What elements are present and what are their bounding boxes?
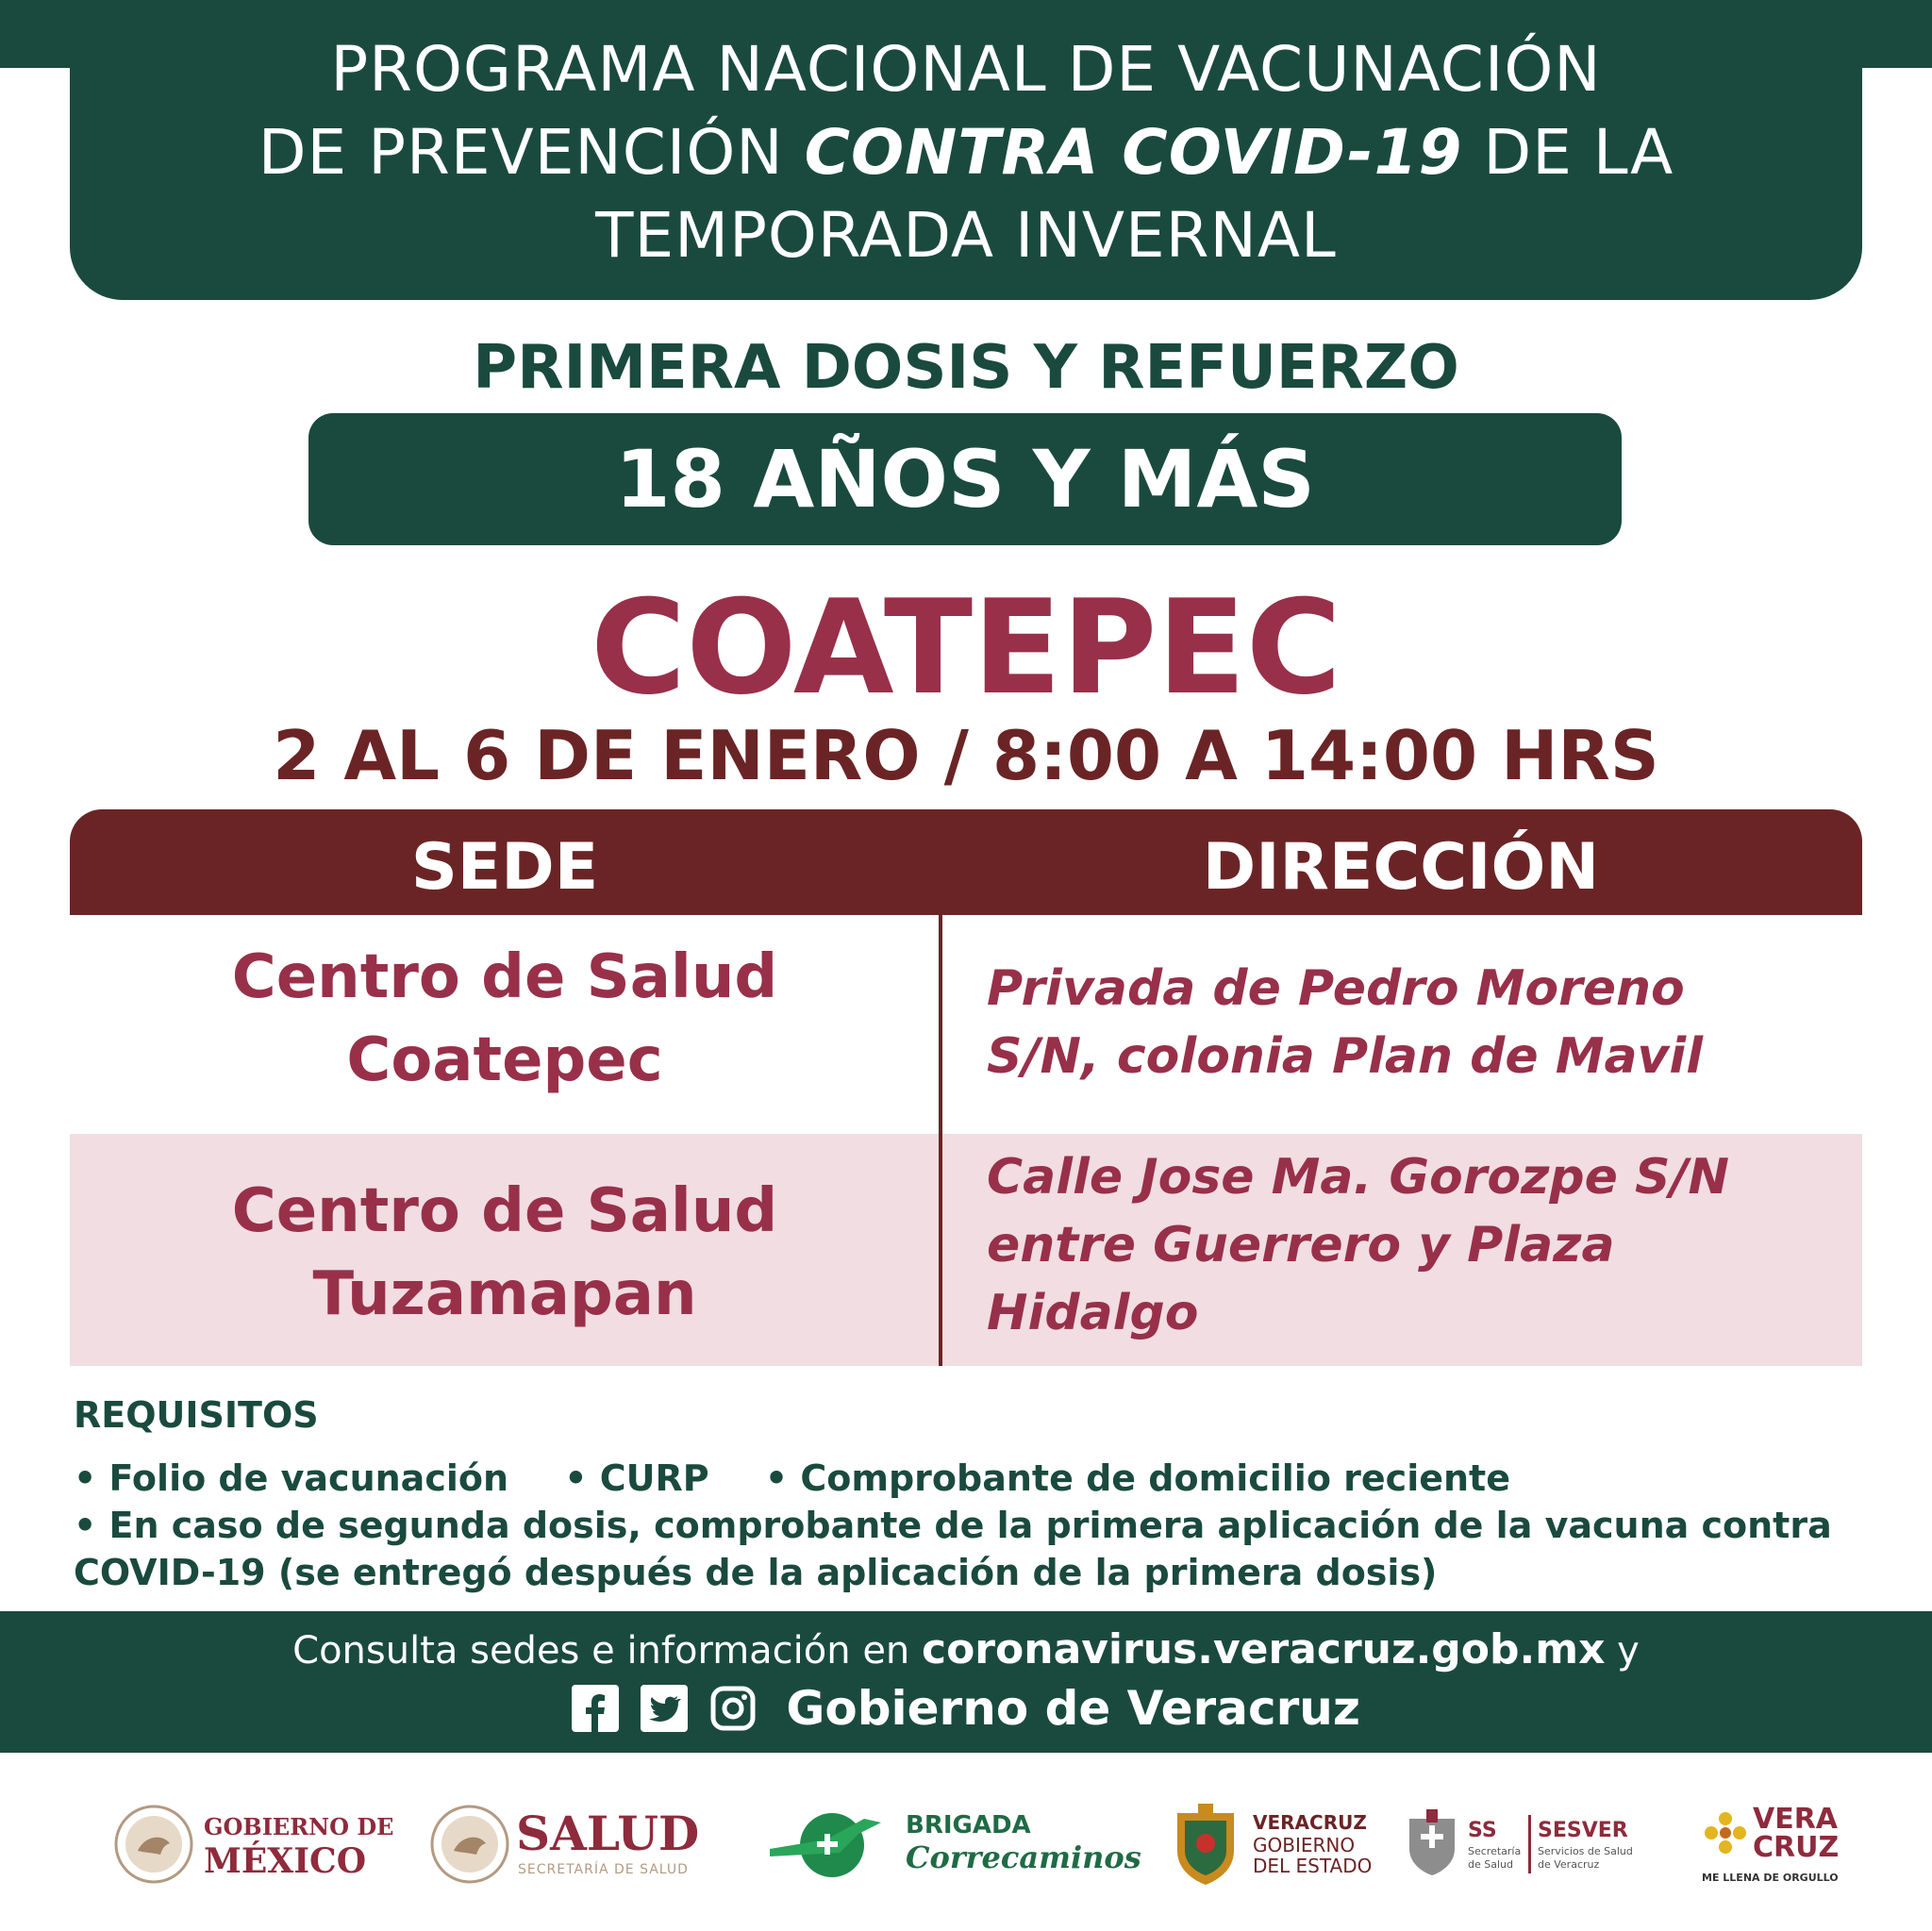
veracruz-gob-line-1: VERACRUZ bbox=[1253, 1811, 1367, 1834]
instagram-icon[interactable] bbox=[709, 1685, 757, 1732]
sesver-line-3: de Veracruz bbox=[1538, 1858, 1600, 1871]
requisitos-items bbox=[74, 1455, 1554, 1502]
salud-line-2: SECRETARÍA DE SALUD bbox=[518, 1862, 689, 1877]
city-title: COATEPEC bbox=[590, 572, 1342, 724]
table-row-2-sede bbox=[70, 1170, 940, 1336]
direccion-line: entre Guerrero y Plaza bbox=[987, 1217, 1615, 1273]
ss-sesver-divider bbox=[1528, 1815, 1531, 1873]
age-group-badge: 18 AÑOS Y MÁS bbox=[308, 413, 1622, 545]
ss-sesver-logo bbox=[1404, 1802, 1649, 1887]
header-line-2-bold: CONTRA COVID-19 bbox=[804, 116, 1463, 189]
facebook-icon[interactable] bbox=[572, 1685, 619, 1732]
gob-mexico-line-2: MÉXICO bbox=[204, 1841, 367, 1881]
veracruz-gob-line-2: GOBIERNO bbox=[1253, 1834, 1356, 1856]
gob-mexico-line-1: GOBIERNO DE bbox=[204, 1813, 394, 1840]
correcaminos-icon bbox=[764, 1804, 887, 1885]
header-line-3: TEMPORADA INVERNAL bbox=[595, 199, 1337, 272]
escudo-veracruz-icon bbox=[1170, 1802, 1241, 1887]
requisitos-title: REQUISITOS bbox=[74, 1394, 319, 1436]
sede-line: Coatepec bbox=[346, 1025, 663, 1095]
salud-line-1: SALUD bbox=[516, 1806, 700, 1861]
sede-line: Tuzamapan bbox=[312, 1259, 697, 1329]
ss-line-2: Secretaría bbox=[1468, 1845, 1522, 1857]
social-row bbox=[0, 1681, 1932, 1743]
table-row-1-direccion bbox=[987, 955, 1836, 1090]
secretaria-de-salud-logo bbox=[429, 1802, 712, 1887]
table-row-1-sede bbox=[70, 936, 940, 1102]
brigada-line-1: BRIGADA bbox=[906, 1811, 1031, 1839]
requisitos-note-line-1: • En caso de segunda dosis, comprobante de la primera aplicación de la vacuna contra bbox=[74, 1505, 1832, 1546]
sesver-line-2: Servicios de Salud bbox=[1538, 1845, 1633, 1857]
header-line-2-pre: DE PREVENCIÓN bbox=[258, 116, 805, 189]
direccion-line: Privada de Pedro Moreno bbox=[987, 960, 1685, 1017]
veracruz-marca-line-2: CRUZ bbox=[1753, 1831, 1840, 1864]
veracruz-gob-line-3: DEL ESTADO bbox=[1253, 1855, 1373, 1877]
twitter-icon[interactable] bbox=[641, 1685, 688, 1732]
header-line-2-post: DE LA bbox=[1462, 116, 1674, 189]
escudo-salud-icon bbox=[429, 1804, 510, 1885]
ss-line-1: SS bbox=[1468, 1819, 1497, 1842]
requisito-curp: • CURP bbox=[564, 1457, 709, 1499]
table-header bbox=[70, 809, 1862, 915]
brigada-line-2: Correcaminos bbox=[906, 1839, 1141, 1875]
consult-text bbox=[0, 1623, 1932, 1678]
direccion-line: Calle Jose Ma. Gorozpe S/N bbox=[987, 1149, 1729, 1206]
header-banner bbox=[70, 0, 1862, 300]
direccion-line: Hidalgo bbox=[987, 1285, 1199, 1341]
ss-line-3: de Salud bbox=[1468, 1858, 1513, 1871]
table-row-2-direccion bbox=[987, 1143, 1836, 1347]
veracruz-marca-line-3: ME LLENA DE ORGULLO bbox=[1702, 1872, 1839, 1884]
veracruz-marca-line-1: VERA bbox=[1753, 1803, 1839, 1836]
column-header-sede: SEDE bbox=[410, 830, 599, 905]
sede-line: Centro de Salud bbox=[231, 942, 778, 1012]
requisitos-note-line-2: COVID-19 (se entregó después de la aplicación de la primera dosis) bbox=[74, 1552, 1438, 1593]
veracruz-flower-icon bbox=[1702, 1809, 1749, 1856]
subtitle: PRIMERA DOSIS Y REFUERZO bbox=[473, 333, 1459, 403]
sesver-line-1: SESVER bbox=[1538, 1819, 1628, 1842]
ss-emblem-icon bbox=[1404, 1809, 1460, 1877]
veracruz-gobierno-logo bbox=[1170, 1802, 1373, 1887]
brigada-correcaminos-logo bbox=[764, 1802, 1141, 1887]
requisito-domicilio: • Comprobante de domicilio reciente bbox=[764, 1457, 1510, 1499]
header-line-2 bbox=[70, 115, 1862, 191]
escudo-nacional-icon bbox=[113, 1804, 194, 1885]
gobierno-de-mexico-logo bbox=[113, 1802, 394, 1887]
consult-post: y bbox=[1605, 1629, 1640, 1673]
sede-line: Centro de Salud bbox=[231, 1176, 778, 1246]
direccion-line: S/N, colonia Plan de Mavil bbox=[987, 1028, 1704, 1085]
dates-schedule: 2 AL 6 DE ENERO / 8:00 A 14:00 HRS bbox=[273, 716, 1659, 795]
consult-pre: Consulta sedes e información en bbox=[292, 1629, 922, 1673]
consult-url-link[interactable]: coronavirus.veracruz.gob.mx bbox=[922, 1625, 1606, 1673]
social-account-name: Gobierno de Veracruz bbox=[786, 1681, 1360, 1736]
header-line-1: PROGRAMA NACIONAL DE VACUNACIÓN bbox=[330, 33, 1602, 106]
column-header-direccion: DIRECCIÓN bbox=[1202, 830, 1600, 905]
veracruz-marca-logo bbox=[1698, 1802, 1840, 1887]
requisito-folio: • Folio de vacunación bbox=[74, 1457, 509, 1499]
